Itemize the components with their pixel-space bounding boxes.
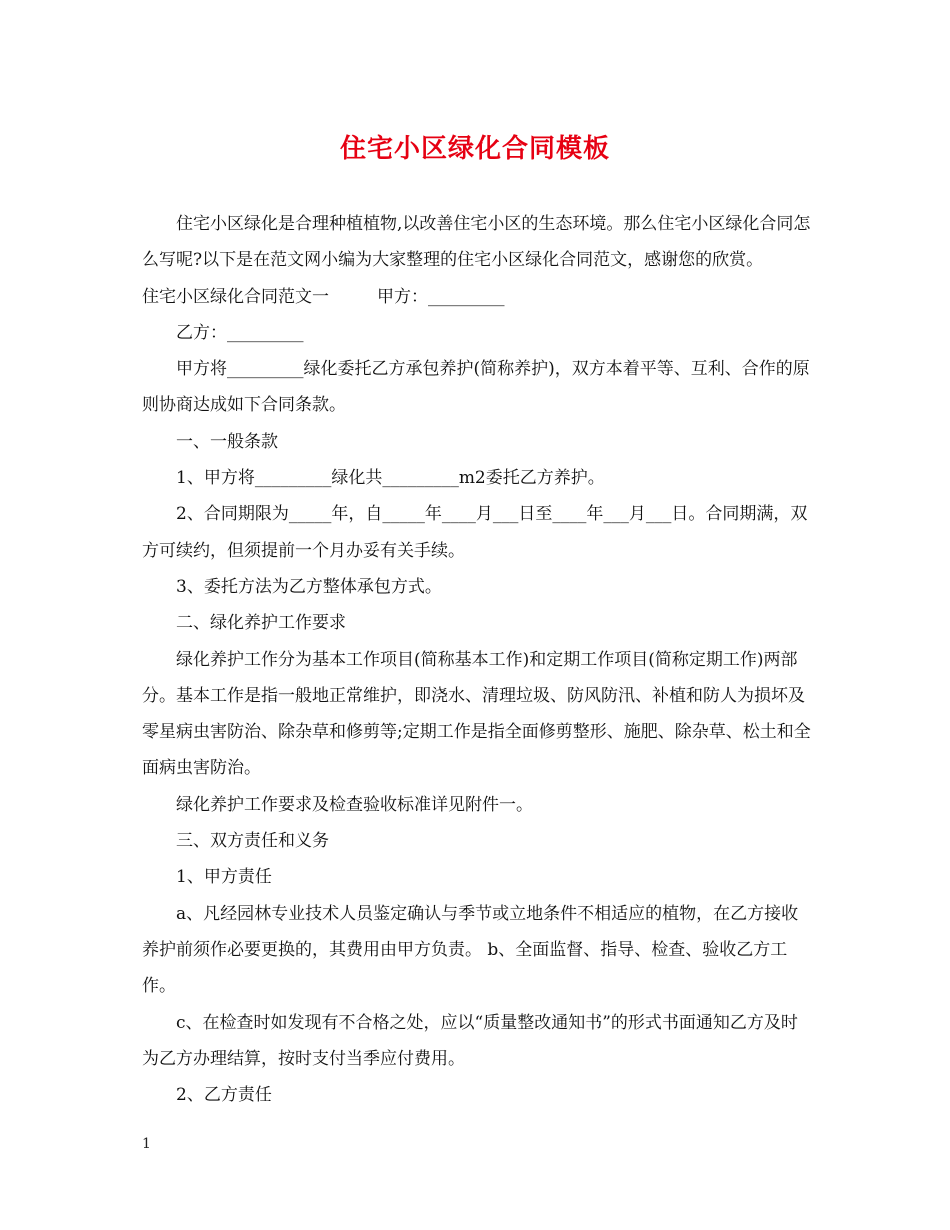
sub-heading: 1、甲方责任 xyxy=(176,867,272,888)
sample-heading-line xyxy=(142,279,812,315)
party-a-field: 甲方：_________ xyxy=(377,286,505,307)
section-heading: 二、绿化养护工作要求 xyxy=(176,613,346,634)
clause: a、凡经园林专业技术人员鉴定确认与季节或立地条件不相适应的植物，在乙方接收养护前须作必要更换的，其费用由甲方负责。 b、全面监督、指导、检查、验收乙方工作。 xyxy=(142,903,799,997)
paragraph: 甲方将_________绿化委托乙方承包养护(简称养护)，双方本着平等、互利、合作的原则协商达成如下合同条款。 xyxy=(142,359,810,416)
intro-paragraph: 住宅小区绿化是合理种植植物,以改善住宅小区的生态环境。那么住宅小区绿化合同怎么写呢?以下是在范文网小编为大家整理的住宅小区绿化合同范文，感谢您的欣赏。 xyxy=(142,214,811,271)
party-b-field: 乙方：_________ xyxy=(176,322,304,343)
sub-heading: 2、乙方责任 xyxy=(176,1085,272,1106)
paragraph: 绿化养护工作要求及检查验收标准详见附件一。 xyxy=(176,794,533,815)
paragraph: 绿化养护工作分为基本工作项目(简称基本工作)和定期工作项目(简称定期工作)两部分。基本工作是指一般地正常维护，即浇水、清理垃圾、防风防汛、补植和防人为损坏及零星病虫害防治、除杂草和修剪等;定期工作是指全面修剪整形、施肥、除杂草、松土和全面病虫害防治。 xyxy=(142,649,811,779)
clause: c、在检查时如发现有不合格之处，应以“质量整改通知书”的形式书面通知乙方及时为乙方办理结算，按时支付当季应付费用。 xyxy=(142,1012,798,1069)
clause: 2、合同期限为_____年，自_____年____月___日至____年___月___日。合同期满，双方可续约，但须提前一个月办妥有关手续。 xyxy=(142,504,808,561)
section-heading: 一、一般条款 xyxy=(176,431,278,452)
sample-heading: 住宅小区绿化合同范文一 xyxy=(142,286,329,307)
document-title: 住宅小区绿化合同模板 xyxy=(339,134,610,164)
section-heading: 三、双方责任和义务 xyxy=(176,831,329,852)
clause: 1、甲方将_________绿化共_________m2委托乙方养护。 xyxy=(176,468,605,489)
clause: 3、委托方法为乙方整体承包方式。 xyxy=(176,576,442,597)
document-body xyxy=(142,206,812,1113)
page-number: 1 xyxy=(142,1136,151,1152)
